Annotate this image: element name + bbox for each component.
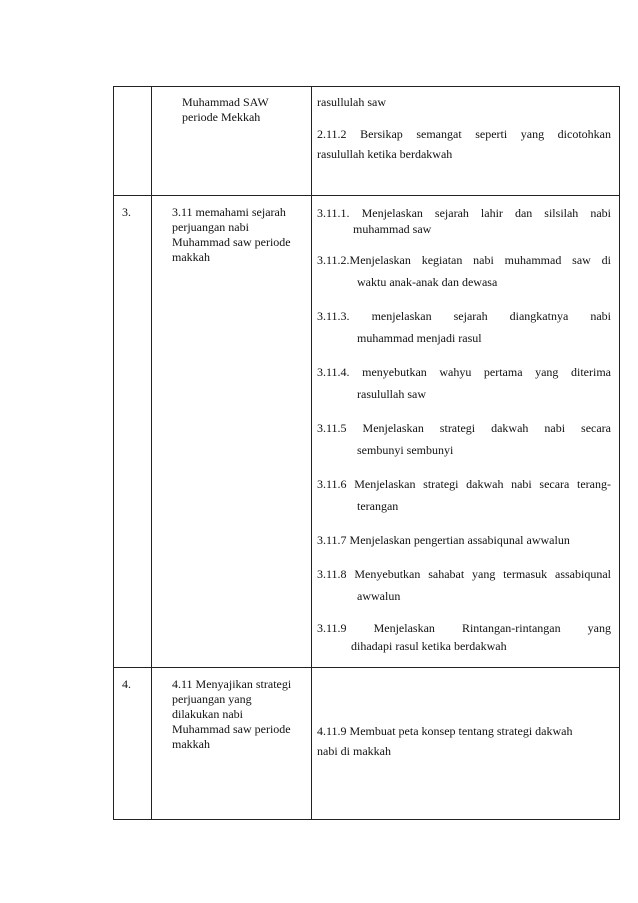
competence-line: dilakukan nabi: [172, 707, 243, 721]
competence-line: Muhammad saw periode: [172, 235, 291, 249]
indicator-cell: [312, 196, 620, 668]
competence-line: periode Mekkah: [182, 110, 261, 124]
indicator-cell: [312, 87, 620, 196]
indicator-item: 3.11.1. Menjelaskan sejarah lahir dan silsilah nabi muhammad saw: [317, 206, 611, 236]
indicator-item: 3.11.3. menjelaskan sejarah diangkatnya nabi muhammad menjadi rasul: [317, 309, 611, 345]
competence-cell: [152, 196, 312, 668]
competence-line: makkah: [172, 250, 210, 264]
indicator-item: 3.11.4. menyebutkan wahyu pertama yang diterima rasulullah saw: [317, 365, 611, 401]
indicator-item: 3.11.5 Menjelaskan strategi dakwah nabi secara sembunyi sembunyi: [317, 421, 611, 457]
indicator-item: rasullulah saw: [317, 95, 386, 109]
competence-cell: [152, 668, 312, 820]
competence-line: perjuangan nabi: [172, 220, 249, 234]
indicator-item: 3.11.2.Menjelaskan kegiatan nabi muhammad saw di waktu anak-anak dan dewasa: [317, 253, 611, 289]
indicator-item: 3.11.8 Menyebutkan sahabat yang termasuk assabiqunal awwalun: [317, 567, 611, 603]
competency-table: [113, 86, 620, 820]
indicator-item: 4.11.9 Membuat peta konsep tentang strategi dakwah nabi di makkah: [317, 724, 573, 758]
competence-line: makkah: [172, 737, 210, 751]
number-cell: [114, 87, 152, 196]
number-cell: 4.: [114, 668, 152, 820]
competence-line: perjuangan yang: [172, 692, 252, 706]
table-row: [114, 196, 620, 668]
indicator-item: 3.11.6 Menjelaskan strategi dakwah nabi secara terang- terangan: [317, 477, 611, 513]
competence-line: 4.11 Menyajikan strategi: [172, 677, 292, 691]
indicator-item: 3.11.7 Menjelaskan pengertian assabiqunal awwalun: [317, 533, 570, 547]
competence-line: Muhammad SAW: [182, 95, 269, 109]
indicator-item: 2.11.2 Bersikap semangat seperti yang dicotohkan rasulullah ketika berdakwah: [317, 127, 611, 161]
competence-line: 3.11 memahami sejarah: [172, 205, 286, 219]
number-cell: 3.: [114, 196, 152, 668]
table-row: [114, 668, 620, 820]
indicator-cell: [312, 668, 620, 820]
indicator-item: 3.11.9 Menjelaskan Rintangan-rintangan yang dihadapi rasul ketika berdakwah: [317, 621, 611, 653]
competence-cell: [152, 87, 312, 196]
competence-line: Muhammad saw periode: [172, 722, 291, 736]
table-row: [114, 87, 620, 196]
